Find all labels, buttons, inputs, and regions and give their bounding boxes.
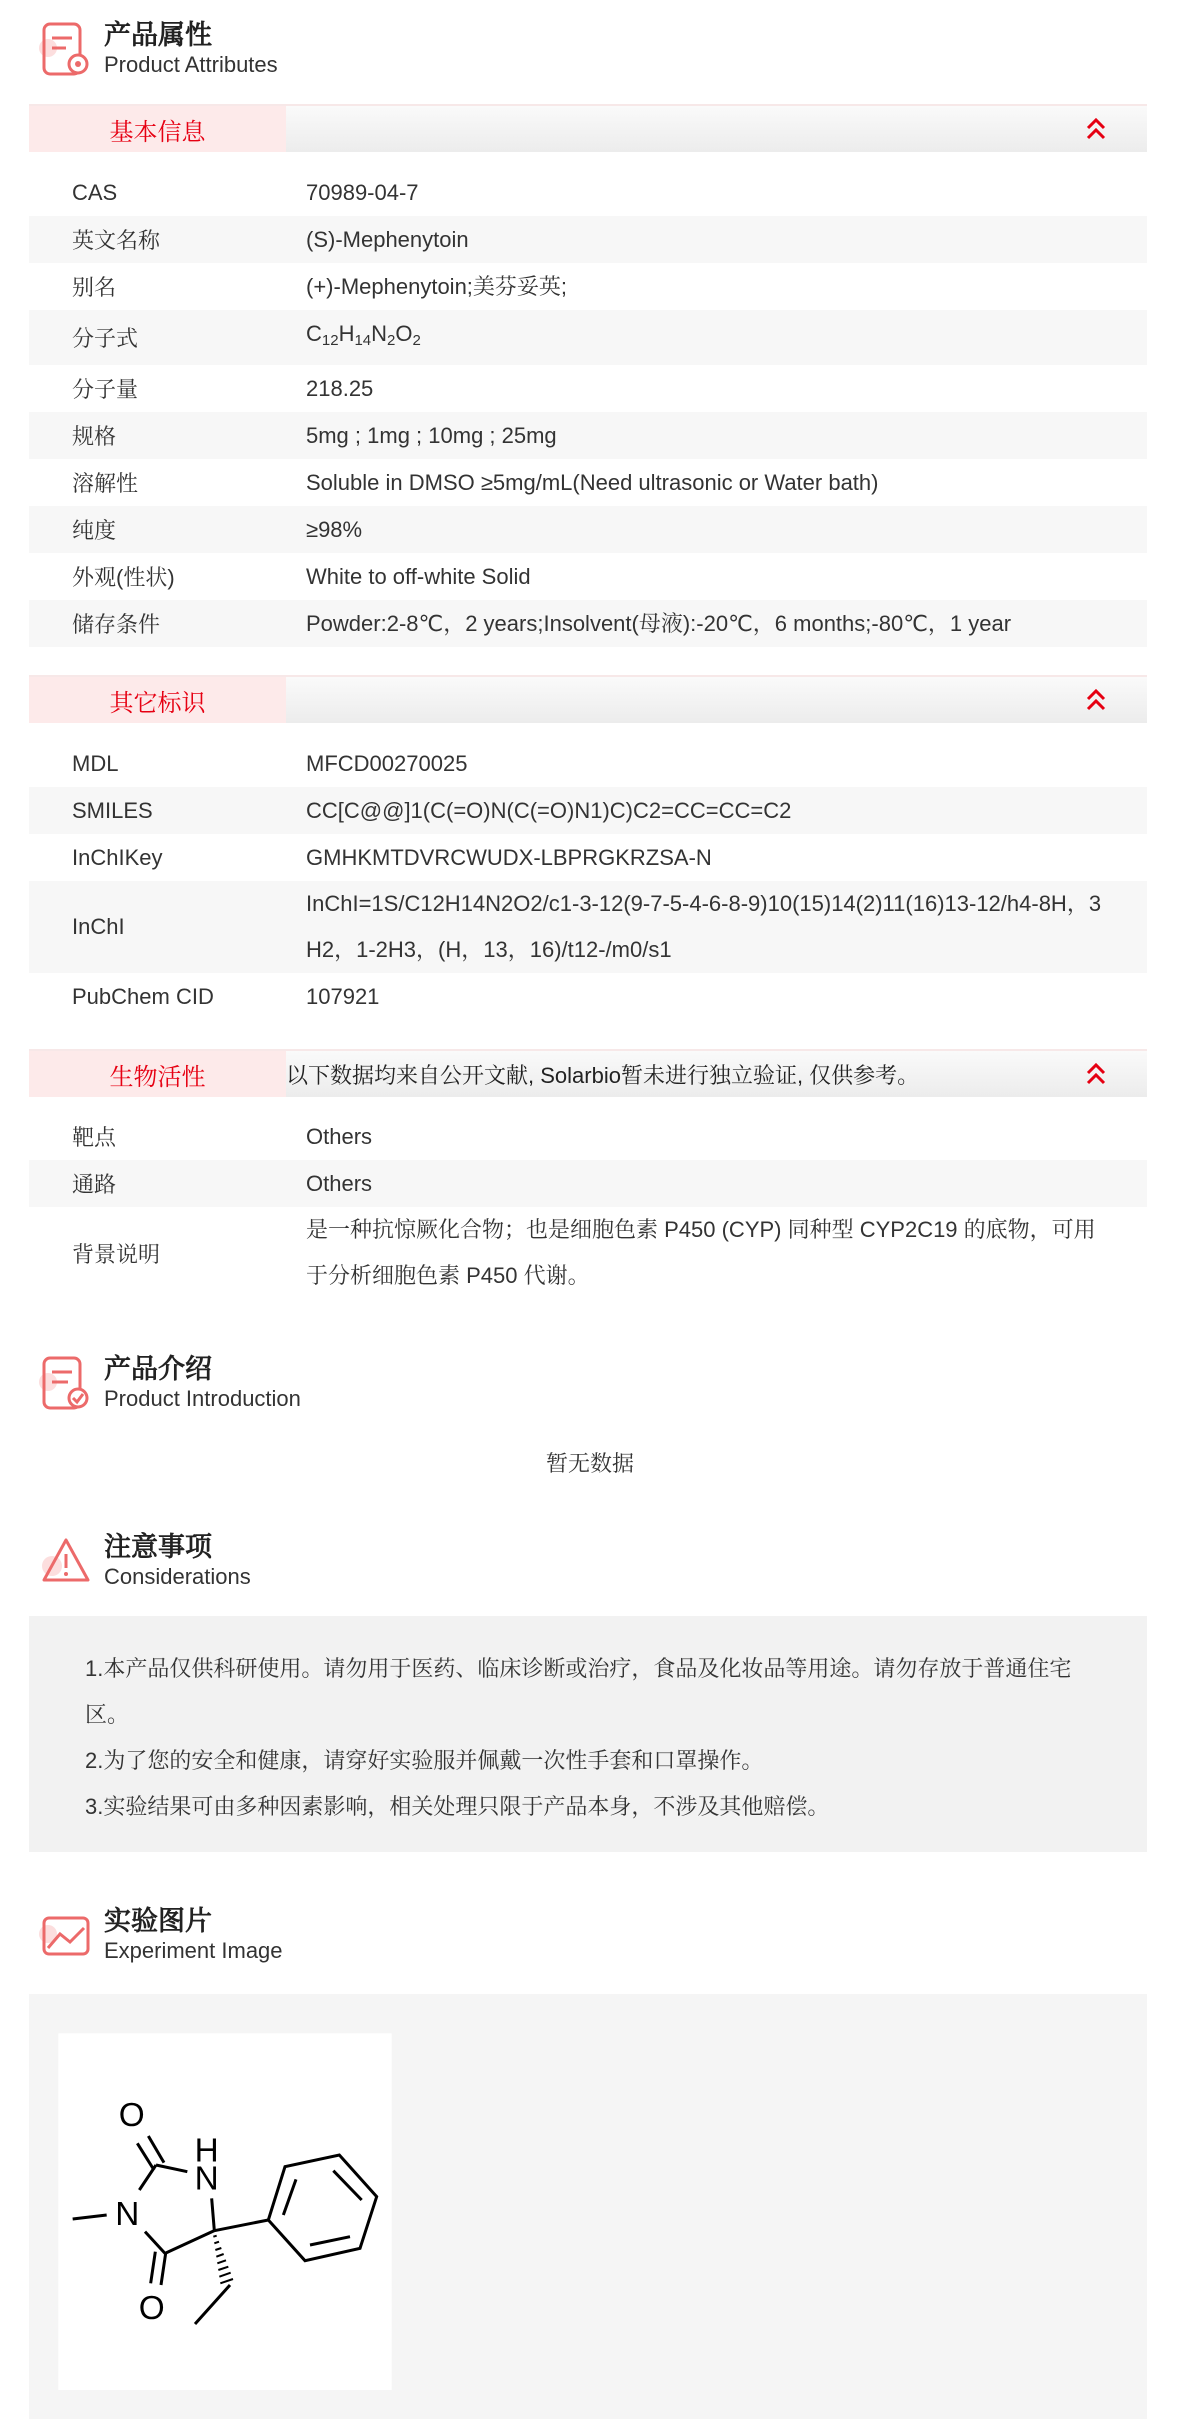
table-row bbox=[29, 881, 1147, 973]
structure-image bbox=[50, 2020, 400, 2390]
row-key: 靶点 bbox=[72, 1125, 117, 1150]
table-row bbox=[29, 169, 1147, 216]
row-value: ≥98% bbox=[306, 516, 363, 542]
bio-activity-table bbox=[29, 1113, 1147, 1299]
row-key: 别名 bbox=[72, 275, 117, 300]
row-key: CAS bbox=[72, 179, 118, 205]
atom-label: N bbox=[115, 2196, 140, 2233]
consideration-item: 3.实验结果可由多种因素影响，相关处理只限于产品本身，不涉及其他赔偿。 bbox=[85, 1794, 830, 1819]
table-row bbox=[29, 1113, 1147, 1160]
row-key: 储存条件 bbox=[72, 612, 161, 637]
row-value: (+)-Mephenytoin;美芬妥英; bbox=[306, 273, 568, 299]
other-identifiers-label: 其它标识 bbox=[29, 677, 286, 723]
disclaimer-note: 以下数据均来自公开文献, Solarbio暂未进行独立验证, 仅供参考。 bbox=[286, 1062, 920, 1088]
section-subtitle: Product Introduction bbox=[104, 1386, 301, 1411]
image-chart-icon bbox=[38, 1904, 96, 1966]
table-row bbox=[29, 310, 1147, 365]
row-key: InChIKey bbox=[72, 844, 163, 870]
product-introduction-header bbox=[38, 1352, 301, 1414]
table-row bbox=[29, 553, 1147, 600]
row-key: 外观(性状) bbox=[72, 565, 175, 590]
row-value: Others bbox=[306, 1123, 373, 1149]
row-value: Powder:2-8℃，2 years;Insolvent(母液):-20℃，6 months;-80℃，1 year bbox=[306, 610, 1012, 636]
consideration-item: 2.为了您的安全和健康，请穿好实验服并佩戴一次性手套和口罩操作。 bbox=[85, 1748, 764, 1773]
row-key: 溶解性 bbox=[72, 471, 139, 496]
row-value: Others bbox=[306, 1170, 373, 1196]
row-key: SMILES bbox=[72, 797, 153, 823]
section-title: 注意事项 bbox=[104, 1532, 212, 1562]
row-value: CC[C@@]1(C(=O)N(C(=O)N1)C)C2=CC=CC=C2 bbox=[306, 797, 792, 823]
product-attributes-header bbox=[38, 18, 278, 80]
table-row bbox=[29, 365, 1147, 412]
section-title: 产品介绍 bbox=[104, 1354, 212, 1384]
molecular-formula: $C_{12}H_{14}N_2O_2$ bbox=[306, 321, 421, 349]
row-key: PubChem CID bbox=[72, 983, 214, 1009]
table-row bbox=[29, 973, 1147, 1020]
row-value: 70989-04-7 bbox=[306, 179, 419, 205]
atom-label: O bbox=[118, 2097, 145, 2134]
row-value: GMHKMTDVRCWUDX-LBPRGKRZSA-N bbox=[306, 844, 712, 870]
row-value: 218.25 bbox=[306, 375, 374, 401]
bio-activity-label: 生物活性 bbox=[29, 1051, 286, 1097]
table-row bbox=[29, 263, 1147, 310]
row-key: 分子量 bbox=[72, 377, 139, 402]
table-row bbox=[29, 459, 1147, 506]
row-key: 背景说明 bbox=[72, 1241, 161, 1267]
row-value: (S)-Mephenytoin bbox=[306, 226, 469, 252]
row-value: 是一种抗惊厥化合物；也是细胞色素 P450 (CYP) 同种型 CYP2C19 的底物，可用于分析细胞色素 P450 代谢。 bbox=[306, 1217, 1096, 1288]
row-value: InChI=1S/C12H14N2O2/c1-3-12(9-7-5-4-6-8-9)10(15)14(2)11(16)13-12/h4-8H，3H2，1-2H3，(H，13，16)/t12-/m0/s1 bbox=[306, 891, 1102, 962]
table-row bbox=[29, 216, 1147, 263]
row-value: 107921 bbox=[306, 983, 380, 1009]
atom-label: H bbox=[194, 2132, 219, 2170]
collapse-chevron-icon[interactable] bbox=[1085, 116, 1107, 142]
bio-activity-bar[interactable] bbox=[29, 1049, 1147, 1097]
atom-label: N bbox=[194, 2160, 219, 2198]
table-row bbox=[29, 412, 1147, 459]
document-check-icon bbox=[38, 1352, 96, 1414]
row-value: MFCD00270025 bbox=[306, 750, 468, 776]
considerations-box bbox=[29, 1616, 1147, 1852]
basic-info-label: 基本信息 bbox=[29, 106, 286, 152]
table-row bbox=[29, 787, 1147, 834]
section-title: 实验图片 bbox=[104, 1906, 212, 1936]
atom-label: O bbox=[138, 2290, 165, 2327]
section-subtitle: Product Attributes bbox=[104, 52, 278, 77]
table-row bbox=[29, 834, 1147, 881]
table-row bbox=[29, 740, 1147, 787]
row-value: 5mg ; 1mg ; 10mg ; 25mg bbox=[306, 422, 557, 448]
collapse-chevron-icon[interactable] bbox=[1085, 1061, 1107, 1087]
consideration-item: 1.本产品仅供科研使用。请勿用于医药、临床诊断或治疗，食品及化妆品等用途。请勿存放于普通住宅区。 bbox=[85, 1656, 1072, 1727]
section-subtitle: Considerations bbox=[104, 1564, 251, 1589]
row-key: 规格 bbox=[72, 424, 117, 449]
row-key: MDL bbox=[72, 750, 119, 776]
basic-info-table bbox=[29, 169, 1147, 647]
no-data-text: 暂无数据 bbox=[545, 1451, 634, 1476]
document-gear-icon bbox=[38, 18, 96, 80]
warning-icon bbox=[38, 1530, 96, 1592]
other-identifiers-table bbox=[29, 740, 1147, 1020]
row-value: Soluble in DMSO ≥5mg/mL(Need ultrasonic or Water bath) bbox=[306, 469, 879, 495]
basic-info-bar[interactable] bbox=[29, 104, 1147, 152]
table-row bbox=[29, 1160, 1147, 1207]
table-row bbox=[29, 506, 1147, 553]
other-identifiers-bar[interactable] bbox=[29, 675, 1147, 723]
row-key: 英文名称 bbox=[72, 228, 161, 253]
experiment-image-header bbox=[38, 1904, 283, 1966]
collapse-chevron-icon[interactable] bbox=[1085, 687, 1107, 713]
row-key: 通路 bbox=[72, 1172, 117, 1197]
row-value: White to off-white Solid bbox=[306, 563, 531, 589]
table-row bbox=[29, 1207, 1147, 1299]
table-row bbox=[29, 600, 1147, 647]
row-key: 纯度 bbox=[72, 518, 117, 543]
row-key: 分子式 bbox=[72, 326, 139, 351]
section-title: 产品属性 bbox=[104, 20, 212, 50]
section-subtitle: Experiment Image bbox=[104, 1938, 283, 1963]
row-key: InChI bbox=[72, 914, 125, 939]
considerations-header bbox=[38, 1530, 251, 1592]
